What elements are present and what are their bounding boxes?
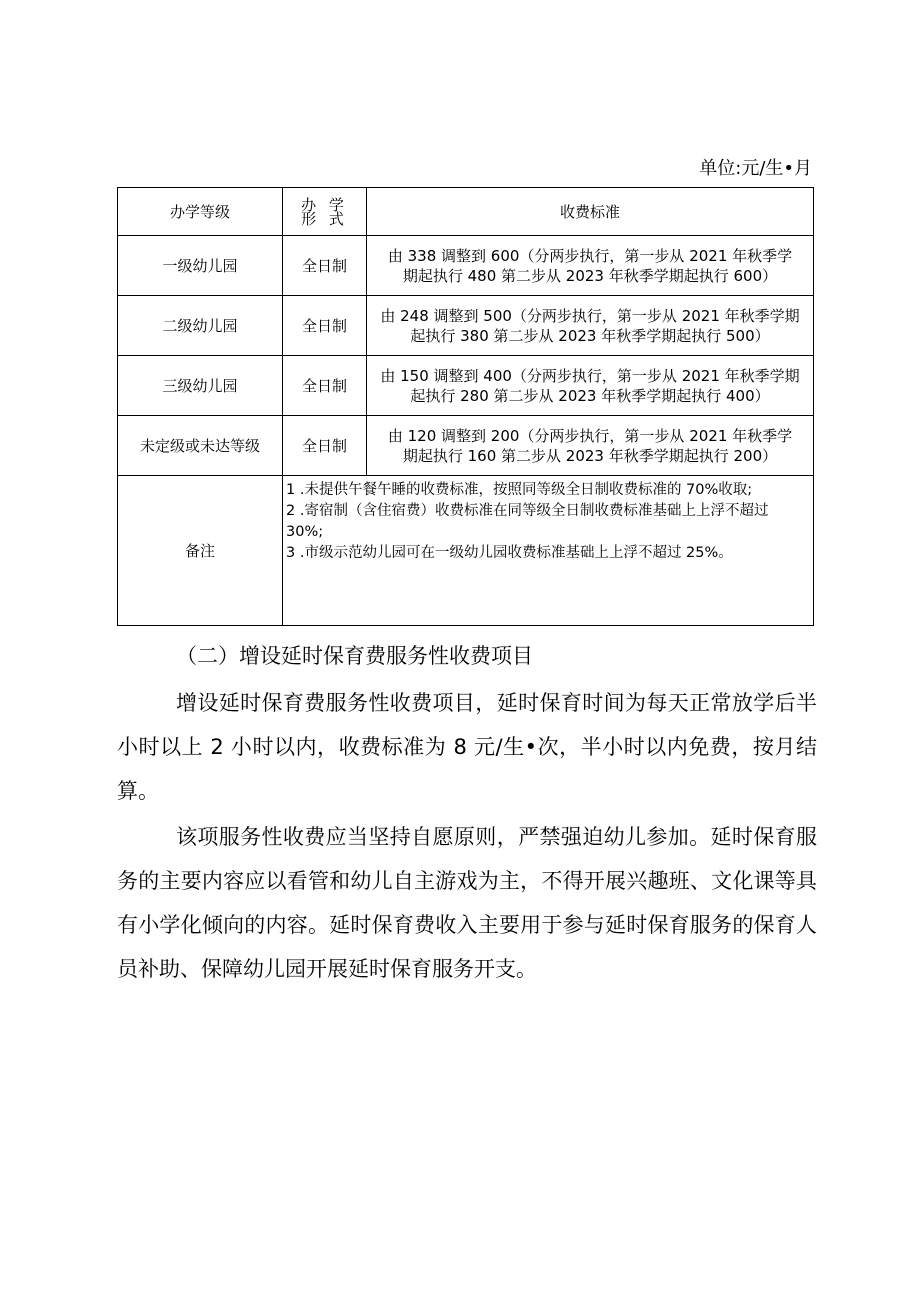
header-level: 办学等级 xyxy=(118,188,283,236)
fee-line: 期起执行 480 第二步从 2023 年秋季学期起执行 600） xyxy=(402,266,778,285)
row-form: 全日制 xyxy=(283,416,367,476)
row-level: 二级幼儿园 xyxy=(118,296,283,356)
paragraph-extended-care: 增设延时保育费服务性收费项目，延时保育时间为每天正常放学后半小时以上 2 小时以内，收费标准为 8 元/生•次，半小时以内免费，按月结算。 xyxy=(117,691,817,803)
fee-line: 由 150 调整到 400（分两步执行，第一步从 2021 年秋季学期 xyxy=(380,366,800,385)
header-standard: 收费标准 xyxy=(367,188,814,236)
fee-line: 期起执行 160 第二步从 2023 年秋季学期起执行 200） xyxy=(402,446,778,465)
header-form-line2: 形 式 xyxy=(301,209,348,228)
fee-line: 起执行 380 第二步从 2023 年秋季学期起执行 500） xyxy=(410,326,770,345)
note-item: 1 .未提供午餐午睡的收费标准，按照同等级全日制收费标准的 70%收取; xyxy=(286,482,753,498)
section-title: （二）增设延时保育费服务性收费项目 xyxy=(176,644,533,668)
table-row xyxy=(118,236,814,296)
row-level: 一级幼儿园 xyxy=(118,236,283,296)
fee-line: 由 120 调整到 200（分两步执行，第一步从 2021 年秋季学 xyxy=(387,426,793,445)
table-row xyxy=(118,356,814,416)
row-form: 全日制 xyxy=(283,296,367,356)
notes-content xyxy=(283,476,814,626)
notes-label: 备注 xyxy=(118,476,283,626)
row-level: 未定级或未达等级 xyxy=(118,416,283,476)
fee-standard-table xyxy=(117,187,814,626)
table-header-row xyxy=(118,188,814,236)
unit-label: 单位:元/生•月 xyxy=(699,158,812,179)
row-level: 三级幼儿园 xyxy=(118,356,283,416)
fee-line: 起执行 280 第二步从 2023 年秋季学期起执行 400） xyxy=(410,386,770,405)
row-fee xyxy=(367,416,814,476)
row-fee xyxy=(367,296,814,356)
row-form: 全日制 xyxy=(283,236,367,296)
table-row xyxy=(118,416,814,476)
row-form: 全日制 xyxy=(283,356,367,416)
table-row xyxy=(118,296,814,356)
note-item: 2 .寄宿制（含住宿费）收费标准在同等级全日制收费标准基础上上浮不超过 30%; xyxy=(286,503,769,540)
header-form-line1: 办 学 xyxy=(301,195,348,214)
row-fee xyxy=(367,356,814,416)
fee-line: 由 338 调整到 600（分两步执行，第一步从 2021 年秋季学 xyxy=(387,246,793,265)
notes-row xyxy=(118,476,814,626)
header-form xyxy=(283,188,367,236)
fee-line: 由 248 调整到 500（分两步执行，第一步从 2021 年秋季学期 xyxy=(380,306,800,325)
row-fee xyxy=(367,236,814,296)
note-item: 3 .市级示范幼儿园可在一级幼儿园收费标准基础上上浮不超过 25%。 xyxy=(286,545,733,561)
paragraph-voluntary-principle: 该项服务性收费应当坚持自愿原则，严禁强迫幼儿参加。延时保育服务的主要内容应以看管和幼儿自主游戏为主，不得开展兴趣班、文化课等具有小学化倾向的内容。延时保育费收入主要用于参与延时保育服务的保育人员补助、保障幼儿园开展延时保育服务开支。 xyxy=(117,825,817,981)
